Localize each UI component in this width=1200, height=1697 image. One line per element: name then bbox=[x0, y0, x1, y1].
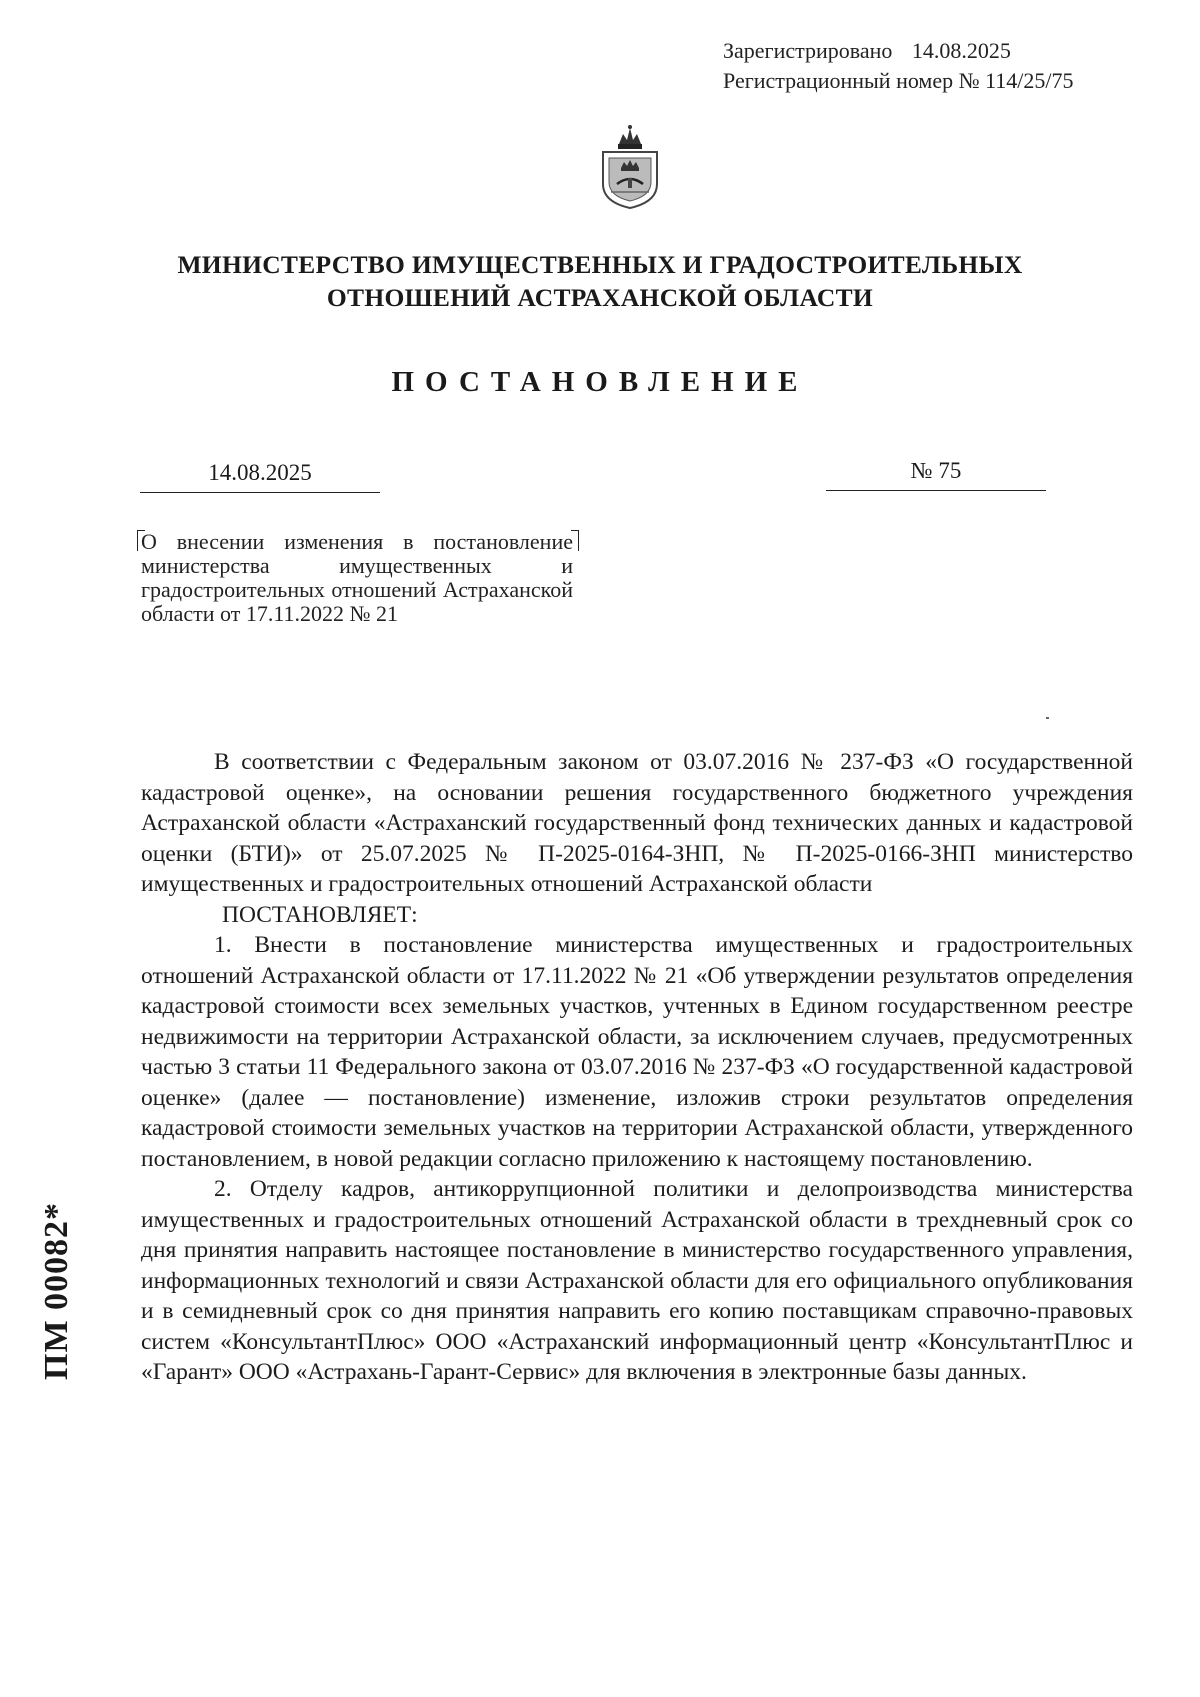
document-number: № 75 bbox=[826, 458, 1046, 491]
subject-bracket-left bbox=[137, 530, 145, 551]
registration-block bbox=[723, 36, 1074, 96]
ministry-title bbox=[0, 248, 1200, 314]
item-2-paragraph: 2. Отделу кадров, антикоррупционной политики и делопроизводства министерства имущественных и градостроительных отношений Астраханской области в трехдневный срок со дня принятия направить настоящее постановление в министерство государственного управления, информационных технологий и связи Астраханской области для его официального опубликования и в семидневный срок со дня принятия направить его копию поставщикам справочно-правовых систем «КонсультантПлюс» ООО «Астраханский информационный центр «КонсультантПлюс и «Гарант» ООО «Астрахань-Гарант-Сервис» для включения в электронные базы данных. bbox=[141, 1176, 1133, 1385]
registration-number: Регистрационный номер № 114/25/75 bbox=[723, 68, 1074, 93]
document-subject bbox=[141, 530, 573, 626]
ministry-title-line2: ОТНОШЕНИЙ АСТРАХАНСКОЙ ОБЛАСТИ bbox=[326, 283, 874, 312]
scan-speck bbox=[1046, 717, 1049, 719]
registration-label: Зарегистрировано bbox=[723, 38, 893, 63]
registration-date: 14.08.2025 bbox=[911, 38, 1011, 63]
document-date: 14.08.2025 bbox=[140, 460, 380, 493]
item-1-paragraph: 1. Внести в постановление министерства имущественных и градостроительных отношений Астраханской области от 17.11.2022 № 21 «Об утверждении результатов определения кадастровой стоимости всех земельных участков, учтенных в Едином государственном реестре недвижимости на территории Астраханской области, за исключением случаев, предусмотренных частью 3 статьи 11 Федерального закона от 03.07.2016 № 237-ФЗ «О государственной кадастровой оценке» (далее — постановление) изменение, изложив строки результатов определения кадастровой стоимости земельных участков на территории Астраханской области, утвержденного постановлением, в новой редакции согласно приложению к настоящему постановлению. bbox=[141, 932, 1133, 1172]
subject-bracket-right bbox=[571, 530, 579, 551]
subject-text: О внесении изменения в постановление министерства имущественных и градостроительных отношений Астраханской области от 17.11.2022 № 21 bbox=[141, 529, 573, 626]
astrakhan-coat-of-arms-icon bbox=[597, 122, 663, 210]
document-type-heading: ПОСТАНОВЛЕНИЕ bbox=[391, 366, 809, 398]
document-body bbox=[141, 747, 1133, 1388]
decree-word: ПОСТАНОВЛЯЕТ: bbox=[222, 901, 418, 928]
side-stamp: ПМ 00082* bbox=[38, 1201, 75, 1380]
ministry-title-line1: МИНИСТЕРСТВО ИМУЩЕСТВЕННЫХ И ГРАДОСТРОИТЕЛЬНЫХ bbox=[177, 250, 1023, 279]
registration-date-line bbox=[723, 36, 1074, 66]
preamble-paragraph: В соответствии с Федеральным законом от 03.07.2016 № 237-ФЗ «О государственной кадастровой оценке», на основании решения государственного бюджетного учреждения Астраханской области «Астраханский государственный фонд технических данных и кадастровой оценки (БТИ)» от 25.07.2025 № П-2025-0164-ЗНП, № П-2025-0166-ЗНП министерство имущественных и градостроительных отношений Астраханской области bbox=[141, 749, 1133, 897]
